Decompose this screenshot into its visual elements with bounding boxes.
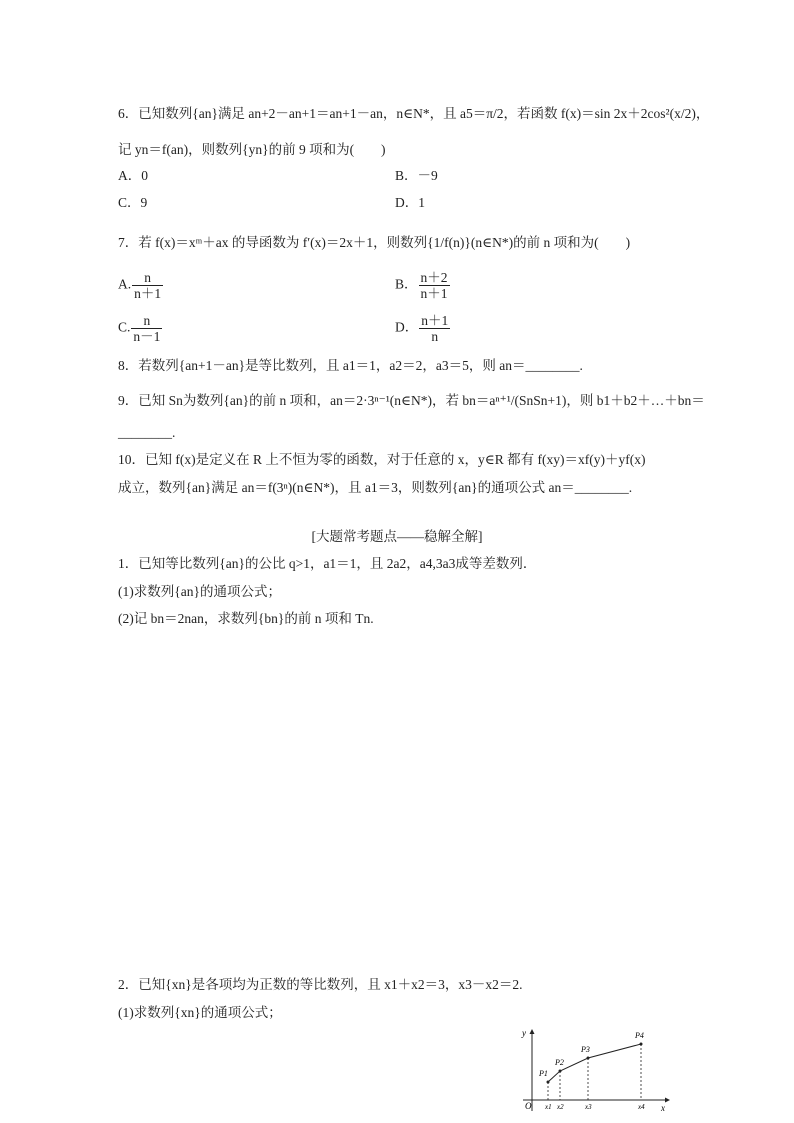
label-p3: P3 bbox=[581, 1045, 590, 1054]
q7-option-b-num: n＋2 bbox=[420, 270, 448, 285]
q7-option-a-num: n bbox=[132, 270, 163, 286]
q7-option-c-letter: C. bbox=[118, 319, 131, 335]
q7-option-a-letter: A. bbox=[118, 276, 132, 292]
q7-line1: 7．若 f(x)＝xᵐ＋ax 的导函数为 f′(x)＝2x＋1，则数列{1/f(n)}(n∈N*)的前 n 项和为( ) bbox=[118, 235, 631, 250]
q6-option-c: C．9 bbox=[118, 195, 148, 210]
point-p1 bbox=[547, 1081, 550, 1084]
q7-option-b bbox=[395, 270, 451, 301]
tick-x3: x3 bbox=[585, 1103, 592, 1111]
origin-label: O bbox=[525, 1101, 532, 1111]
q7-option-d-fraction bbox=[419, 313, 450, 344]
p1-line3: (2)记 bn＝2nan，求数列{bn}的前 n 项和 Tn. bbox=[118, 611, 374, 626]
q7-option-b-fraction bbox=[419, 270, 450, 301]
q7-option-c bbox=[118, 313, 163, 344]
tick-x2: x2 bbox=[557, 1103, 564, 1111]
q8: 8．若数列{an+1－an}是等比数列，且 a1＝1，a2＝2，a3＝5，则 an＝________. bbox=[118, 358, 583, 373]
section-title: [大题常考题点——稳解全解] bbox=[311, 529, 483, 544]
x-axis-arrow bbox=[665, 1098, 670, 1103]
q6-option-d: D．1 bbox=[395, 195, 425, 210]
p2-line2: (1)求数列{xn}的通项公式； bbox=[118, 1005, 282, 1020]
q6-option-b: B．－9 bbox=[395, 168, 438, 183]
tick-x1: x1 bbox=[545, 1103, 552, 1111]
y-axis-arrow bbox=[530, 1029, 535, 1034]
p2-line1: 2．已知{xn}是各项均为正数的等比数列，且 x1＋x2＝3，x3－x2＝2. bbox=[118, 977, 523, 992]
q7-option-d-num: n＋1 bbox=[421, 313, 449, 328]
q6-line1: 6．已知数列{an}满足 an+2－an+1＝an+1－an，n∈N*，且 a5＝π/2，若函数 f(x)＝sin 2x＋2cos²(x/2)， bbox=[118, 106, 710, 121]
label-p2: P2 bbox=[555, 1058, 564, 1067]
q10-line1: 10．已知 f(x)是定义在 R 上不恒为零的函数，对于任意的 x，y∈R 都有 f(xy)＝xf(y)＋yf(x) bbox=[118, 452, 646, 467]
q10-line2: 成立，数列{an}满足 an＝f(3ⁿ)(n∈N*)，且 a1＝3，则数列{an}的通项公式 an＝________. bbox=[118, 480, 633, 495]
q7-option-a-fraction bbox=[132, 270, 163, 301]
q7-option-d-den: n bbox=[431, 329, 439, 344]
q7-option-b-letter: B． bbox=[395, 276, 418, 292]
q7-option-a bbox=[118, 270, 164, 301]
q7-option-c-num: n bbox=[131, 313, 162, 329]
q7-option-c-fraction bbox=[131, 313, 162, 344]
point-p4 bbox=[640, 1043, 643, 1046]
p1-line2: (1)求数列{an}的通项公式； bbox=[118, 584, 281, 599]
q7-option-b-den: n＋1 bbox=[420, 286, 448, 301]
label-p1: P1 bbox=[539, 1069, 548, 1078]
label-p4: P4 bbox=[635, 1031, 644, 1040]
q7-option-a-den: n＋1 bbox=[134, 286, 162, 301]
tick-x4: x4 bbox=[638, 1103, 645, 1111]
q9-line1: 9．已知 Sn为数列{an}的前 n 项和，an＝2·3ⁿ⁻¹(n∈N*)，若 bn＝aⁿ⁺¹/(SnSn+1)，则 b1＋b2＋…＋bn＝ bbox=[118, 393, 705, 408]
sequence-figure bbox=[515, 1025, 675, 1115]
x-axis-label: x bbox=[661, 1103, 665, 1113]
point-p2 bbox=[559, 1070, 562, 1073]
q9-line2: ________. bbox=[118, 425, 176, 440]
point-p3 bbox=[587, 1057, 590, 1060]
p1-line1: 1．已知等比数列{an}的公比 q>1，a1＝1，且 2a2，a4,3a3成等差数列． bbox=[118, 556, 537, 571]
q7-option-d-letter: D． bbox=[395, 319, 419, 335]
q6-option-a: A．0 bbox=[118, 168, 148, 183]
q7-option-c-den: n－1 bbox=[133, 329, 161, 344]
q6-line2: 记 yn＝f(an)，则数列{yn}的前 9 项和为( ) bbox=[118, 142, 386, 157]
y-axis-label: y bbox=[522, 1028, 526, 1038]
q7-option-d bbox=[395, 313, 451, 344]
